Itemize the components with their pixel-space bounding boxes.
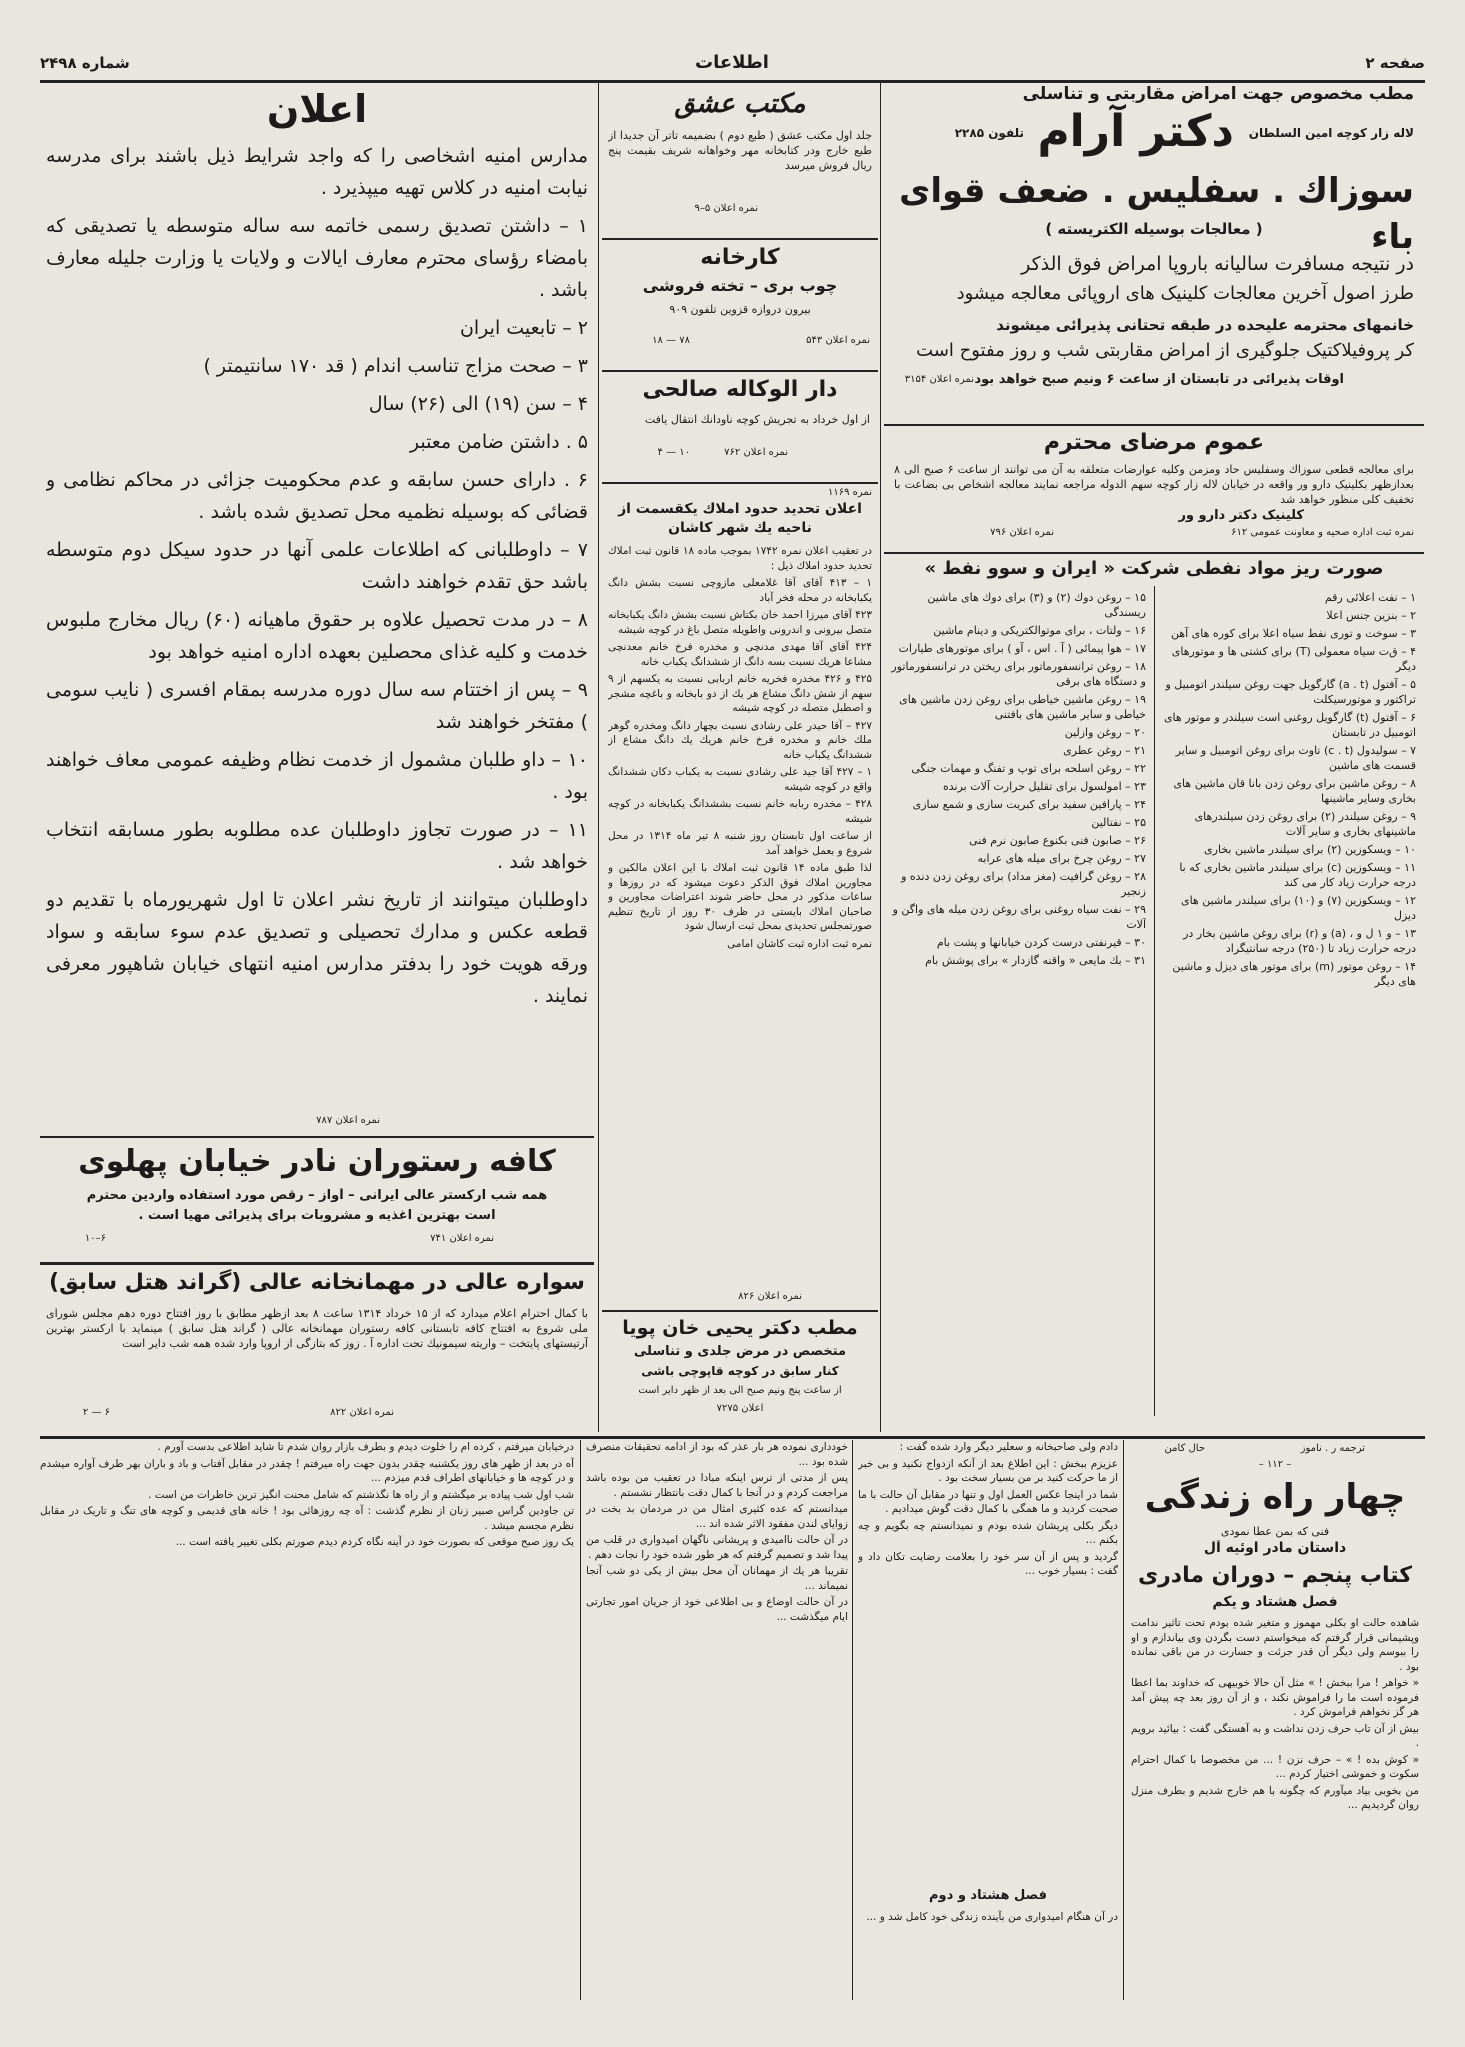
serial-c1-para-1: شاهده حالت او بکلی مهموز و متغیر شده بودم تحت تاثیر ندامت وپشیمانی قرار گرفتم که میخواستم دست بگردن وی بیاندازم و او را ببوسم ولی دیگر آن قدر جرئت و جسارت در من باقی نمانده بود . — [1131, 1617, 1419, 1673]
aram-body-4: کر پروفیلاکتیک جلوگیری از امراض مقاربتی شب و روز مفتوح است — [916, 340, 1414, 361]
tahdid-line-6: ۴۲۷ – آقا حیدر علی رشادی نسبت بچهار دانگ ومخدره گوهر ملك خانم و مخدره فرخ خانم هریك یك دانگ مشاع از ششدانگ یکباب خانه — [608, 719, 872, 761]
rule-maktab — [602, 238, 878, 240]
oil-title: صورت ریز مواد نفطی شرکت « ایران و سوو نفط » — [924, 558, 1384, 579]
serial-c3-para-5: تقریبا هر یك از مهمانان آن محل بیش از یکی دو شب آنجا نمیماند ... — [586, 1565, 848, 1592]
serial-rule-3 — [580, 1440, 581, 2000]
serial-book: کتاب پنجم – دوران مادری — [1137, 1563, 1413, 1588]
rule-patients — [884, 552, 1424, 554]
tahdid-line-2: ۱ – ۴۱۳ آقای آقا غلامعلی مازوچی نسبت بشش دانگ یکبابخانه در محله فخر آباد — [608, 577, 872, 604]
serial-col-4 — [40, 1440, 574, 2000]
patients-footer: نمره ثبت اداره صحیه و معاونت عمومی ۶۱۲ — [1231, 527, 1414, 538]
doctor-aram-ad — [884, 84, 1424, 424]
patients-clinic: کلینیک دکتر دارو ور — [1178, 508, 1304, 523]
tahdid-title: اعلان تحدید حدود املاك یکقسمت از ناحیه یك شهر کاشان — [618, 501, 862, 536]
serial-c4-para-3: شب اول شب پیاده بر میگشتم و از راه ها نگذشتم که شامل محنت انگیز ترین خاطرات من است . — [148, 1488, 574, 1501]
rule-elan — [40, 1136, 594, 1138]
karkhaneh-ad-no: نمره اعلان ۵۴۳ — [806, 335, 870, 346]
oil-item-b-15: ۲۹ – نفت سیاه روغنی برای روغن زدن میله های واگن و آلات — [892, 903, 1146, 931]
elan-para-13: داوطلبان میتوانند از تاریخ نشر اعلان تا اول شهریورماه با تقدیم دو قطعه عکس و مدارك تحصیلی و تصدیق عدم سوء سابقه و سواد ورقه هویت خود را بدفتر مدارس امنیه انتهای خیابان شاهپور معرفی نمایند . — [46, 889, 588, 1007]
elan-para-9: ۸ – در مدت تحصیل علاوه بر حقوق ماهیانه (۶۰) ریال مخارج ملبوس خدمت و کلیه غذای محصلین بعهده اداره امنیه خواهد بود — [46, 609, 588, 663]
header-rule — [40, 80, 1425, 83]
rule-aram — [884, 424, 1424, 426]
serial-c1-para-5: من بخوبی بیاد میآورم که چگونه با هم خارج شدیم و بطرف منزل روان گردیدیم ... — [1131, 1784, 1419, 1811]
aram-body-1: در نتیجه مسافرت سالیانه باروپا امراض فوق الذکر — [1021, 253, 1414, 275]
tahdid-line-4: ۴۲۴ آقای آقا مهدی مدنچی و مخدره فرخ خانم معدنچی مشاعا هریك نسبت بسه دانگ از ششدانگ یکباب خانه — [608, 641, 872, 668]
karkhaneh-title: کارخانه — [700, 245, 780, 270]
serial-c2-para-3: شما در اینجا عکس العمل اول و تنها در مقابل آن حالت با ما صحبت کردید و ما همگی با کمال دقت گوش میدادیم . — [858, 1488, 1118, 1515]
aram-address: لاله زار کوچه امین السلطان — [1248, 126, 1414, 140]
savareh-code: ۶ — ۲ — [82, 1407, 110, 1418]
serial-subtitle-1: فنی که بمن عطا نمودی — [1220, 1525, 1330, 1538]
serial-c4-para-5: یک روز صبح موقعی که بصورت خود در آینه نگاه کردم دیدم صورتم بکلی تغییر یافته است ... — [175, 1536, 574, 1548]
rule-vekaleh — [602, 482, 878, 484]
page-header — [40, 52, 1425, 78]
cafe-ad — [40, 1140, 594, 1256]
serial-c3-para-4: در آن حالت ناامیدی و پریشانی ناگهان امیدواری در قلب من پیدا شد و تصمیم گرفتم که هر طور شده خود را نجات دهم . — [586, 1534, 848, 1561]
issue-label: شماره ۲۴۹۸ — [40, 54, 130, 72]
serial-chapter: فصل هشتاد و یکم — [1212, 1594, 1338, 1610]
oil-item-b-17: ۳۱ – بك مایعی « واقنه گازدار » برای پوشش بام — [925, 954, 1146, 967]
oil-item-b-5: ۱۹ – روغن ماشین خیاطی برای روغن زدن ماشین های خیاطی و سایر ماشین های بافتنی — [899, 693, 1146, 721]
elan-para-3: ۲ – تابعیت ایران — [459, 317, 588, 339]
oil-item-b-6: ۲۰ – روغن وازلین — [1064, 726, 1146, 739]
serial-c1-para-4: « کوش بده ! » – حرف نزن ! ... من مخصوصا با کمال احترام سکوت و خموشی اختیار کردم ... — [1131, 1753, 1419, 1780]
karkhaneh-body: بیرون دروازه قزوین تلفون ۹۰۹ — [669, 303, 811, 316]
oil-item-b-14: ۲۸ – روغن گرافیت (مغز مداد) برای روغن زدن دنده و زنجیر — [901, 870, 1146, 898]
cafe-ad-no: نمره اعلان ۷۴۱ — [430, 1233, 494, 1244]
aram-body-3: خانمهای محترمه علیحده در طبقه تحتانی پذیرائی میشوند — [996, 316, 1414, 334]
serial-title: چهار راه زندگی — [1144, 1477, 1406, 1517]
tahdid-line-11: نمره ثبت اداره ثبت کاشان امامی — [727, 937, 872, 950]
oil-item-3: ۳ – سوخت و توری نفط سیاه اعلا برای کوره های آهن — [1170, 627, 1416, 640]
oil-col-2 — [888, 590, 1146, 1420]
aram-body-2: طرز اصول آخرین معالجات کلینیک های اروپائی معالجه میشود — [956, 283, 1414, 304]
maktab-ad-no: نمره اعلان ۵–۹ — [694, 203, 758, 214]
savareh-ad — [40, 1266, 594, 1426]
pouya-title: مطب دکتر یحیی خان پویا — [622, 1317, 858, 1339]
elan-title: اعلان — [266, 87, 368, 131]
serial-c1-para-3: بیش از آن تاب حرف زدن نداشت و به آهستگی گفت : بیائید برویم . — [1131, 1722, 1419, 1749]
serial-col-2 — [858, 1440, 1118, 1880]
oil-item-10: ۱۰ – ویسکوزین (۲) برای سیلندر ماشین بخاری — [1204, 843, 1416, 856]
elan-para-10: ۹ – پس از اختتام سه سال دوره مدرسه بمقام افسری ( نایب سومی ) مفتخر خواهند شد — [46, 679, 588, 733]
aram-diseases: سوزاك . سفلیس . ضعف قوای باء — [899, 171, 1414, 257]
savareh-title: سواره عالی در مهمانخانه عالی (گراند هتل سابق) — [49, 1270, 585, 1295]
tahdid-line-3: ۴۲۳ آقای میرزا احمد خان بکتاش نسبت بشش دانگ یکبابخانه متصل بیرونی و اندرونی واطویله متصل باغ در کوچه شیشه — [608, 609, 872, 636]
serial-col-2-last: در آن هنگام امیدواری من بآینده زندگی خود کامل شد و ... — [866, 1911, 1118, 1923]
aram-treatment: ( معالجات بوسیله الکتریسته ) — [1045, 220, 1263, 238]
vekaleh-code: ۱۰ — ۴ — [657, 447, 690, 458]
oil-col-1 — [1161, 590, 1416, 1420]
tahdid-line-8: ۴۲۸ – مخدره ربابه خانم نسبت بششدانگ یکبابخانه در کوچه شیشه — [608, 798, 872, 825]
tahdid-line-9: از ساعت اول تابستان روز شنبه ۸ تیر ماه ۱۳۱۴ در محل شروع و بعمل خواهد آمد — [608, 830, 872, 857]
serial-col-3 — [586, 1440, 848, 2000]
elan-para-12: ۱۱ – در صورت تجاوز داوطلبان عده مطلوبه بطور مسابقه انتخاب خواهد شد . — [46, 819, 588, 873]
oil-item-4: ۴ – ق‌ت سیاه معمولی (T) برای کشتی ها و موتورهای دیگر — [1171, 645, 1416, 673]
serial-c2-para-4: دیگر بکلی پریشان شده بودم و نمیدانستم چه بگویم و چه بکنم ... — [858, 1519, 1118, 1546]
serial-rule-2 — [852, 1440, 853, 2000]
serial-c3-para-6: در آن حالت اوضاع و بی اطلاعی خود از جریان امور تجارتی ایام میگذشت ... — [586, 1596, 848, 1623]
elan-para-2: ۱ – داشتن تصدیق رسمی خاتمه سه ساله متوسطه یا تصدیقی که بامضاء رؤسای محترم معارف ایالات و ولایات یا وزارت جلیله معارف باشد . — [46, 215, 588, 301]
serial-translator: ترجمه ر . ناموز — [1300, 1443, 1365, 1454]
maktab-body: جلد اول مکتب عشق ( طبع دوم ) بضمیمه تاتر آن جدیدا از طبع خارج ودر کتابخانه مهر وخواهانه شریف بقیمت پنج ریال فروش میرسد — [608, 129, 872, 172]
patients-ad — [884, 428, 1424, 548]
serial-c4-para-2: آه در بعد از ظهر های روز یکشنبه چقدر بدون جهت راه میرفتم ! چقدر در مقابل آفتاب و باد و باران بهر طرف آواره میشدم و در کوچه ها و خیابانهای اطراف قدم میزدم ... — [40, 1457, 574, 1484]
oil-ad — [884, 556, 1424, 1426]
aram-name: دکتر آرام — [1037, 106, 1234, 157]
serial-c1-para-2: « خواهر ! مرا ببخش ! » مثل آن حالا خوبیهی که خداوند بما اعطا فرموده است ما را فراموش نکند ، و از آن روز بعد چه پیش آمد هر گز نخواهم فراموش کرد . — [1131, 1677, 1419, 1718]
maktab-title: مکتب عشق — [674, 89, 806, 119]
maktab-ad — [602, 84, 878, 234]
oil-item-5: ۵ – آفتول (a . t) گارگویل جهت روغن سیلندر اتومبیل و تراکتور و موتورسیکلت — [1165, 678, 1416, 706]
oil-item-2: ۲ – بنزین جنس اعلا — [1326, 609, 1416, 622]
oil-item-b-16: ۳۰ – قیرنفتی درست کردن خیابانها و پشت بام — [936, 936, 1146, 949]
oil-item-11: ۱۱ – ویسکوزین (c) برای سیلندر ماشین بخاری که با درجه حرارت زیاد کار می کند — [1179, 861, 1416, 889]
col-rule-1 — [880, 82, 881, 1432]
serial-c4-para-1: درخیابان میرفتم ، کرده ام را خلوت دیدم و بطرف بازار روان شدم تا شاید اطلاعی بدست آورم . — [157, 1441, 574, 1453]
tahdid-ref: نمره ۱۱۶۹ — [828, 487, 872, 498]
oil-item-1: ۱ – نفت اعلائی رقم — [1324, 591, 1416, 604]
oil-col-rule — [1154, 586, 1155, 1416]
rule-tahdid — [602, 1310, 878, 1312]
pouya-subtitle: متخصص در مرض جلدی و تناسلی — [633, 1344, 847, 1359]
rule-karkhaneh — [602, 370, 878, 372]
aram-top-line: مطب مخصوص جهت امراض مقاربتی و تناسلی — [1022, 84, 1414, 104]
oil-item-13: ۱۳ – و ۱ ل و ، (a) و (r) برای روغن ماشین بخار در درجه حرارت زیاد تا (۲۵۰) درجه سانتیگراد — [1183, 927, 1416, 955]
serial-c2-para-5: گردید و پس از آن سر خود را بعلامت رضایت تکان داد و گفت : بسیار خوب ... — [858, 1550, 1118, 1577]
serial-col-2-cont — [858, 1910, 1118, 2000]
oil-item-b-13: ۲۷ – روغن چرخ برای میله های عرابه — [977, 852, 1146, 865]
rule-serial-top — [40, 1436, 1425, 1439]
vekaleh-ad-no: نمره اعلان ۷۶۲ — [724, 447, 788, 458]
serial-chapter-2: فصل هشتاد و دوم — [929, 1888, 1047, 1903]
aram-ad-no: نمره اعلان ۳۱۵۴ — [904, 374, 974, 385]
vekaleh-title: دار الوکاله صالحی — [642, 377, 838, 402]
tahdid-line-10: لذا طبق ماده ۱۴ قانون ثبت املاك با این اعلان مالکین و مجاورین املاك فوق الذکر دعوت میشود که در روزها و ساعات مذکور در محل حاضر شوند اعتراضات مجاورین و صاحبان املاك بایستی در ظرف ۳۰ روز از تاریخ تنظیم صورتمجلس تحدیدی بمحل ثبت ارسال شود — [608, 862, 872, 932]
elan-para-1: مدارس امنیه اشخاصی را که واجد شرایط ذیل باشند برای مدرسه نیابت امنیه در کلاس تهیه میپذیرد . — [46, 145, 588, 199]
pouya-address: کنار سابق در کوچه قاپوچی باشی — [641, 1364, 839, 1378]
karkhaneh-ad — [602, 242, 878, 366]
col-rule-2 — [598, 82, 599, 1432]
elan-ad-no: نمره اعلان ۷۸۷ — [316, 1115, 380, 1126]
serial-c4-para-4: تن جاودین گراس صبیر زنان از نظرم گذشت : آه چه روزهائی بود ! خانه های قدیمی و کوچه های تنگ و تاریک در مقابل نظرم مجسم میشد . — [40, 1505, 574, 1532]
tahdid-ad — [602, 486, 878, 1308]
elan-para-4: ۳ – صحت مزاج تناسب اندام ( قد ۱۷۰ سانتیمتر ) — [203, 355, 588, 377]
serial-c3-para-2: پس از مدتی از ترس اینکه مبادا در تعقیب من بوده باشد مراجعت کردم و در آنجا با کمال دقت بانتظار نشستم . — [586, 1472, 848, 1499]
serial-episode: – ۱۱۲ – — [1258, 1459, 1292, 1470]
karkhaneh-subtitle: چوب بری – تخته فروشی — [642, 276, 838, 295]
tahdid-body — [608, 544, 872, 1284]
elan-para-6: ۵ . داشتن ضامن معتبر — [409, 431, 588, 453]
oil-item-b-12: ۲۶ – صابون فنی بکنوع صابون نرم فنی — [969, 834, 1146, 847]
serial-subtitle-2: داستان مادر اوئیه آل — [1203, 1540, 1347, 1556]
vekaleh-ad — [602, 374, 878, 478]
serial-col-1 — [1125, 1440, 1425, 2000]
serial-c2-para-1: دادم ولی صاحبخانه و سعلیر دیگر وارد شده گفت : — [899, 1441, 1118, 1453]
cafe-line-2: است بهترین اغذیه و مشروبات برای پذیرائی مهیا است . — [138, 1208, 496, 1223]
patients-title: عموم مرضای محترم — [1043, 430, 1265, 455]
serial-c3-para-1: خودداری نموده هر بار عذر که بود از ادامه تحقیقات منصرف شده بود ... — [586, 1441, 848, 1468]
oil-item-7: ۷ – سولیدول (c . t) تاوت برای روغن اتومبیل و سایر قسمت های ماشین — [1175, 744, 1416, 772]
elan-para-11: ۱۰ – داو طلبان مشمول از خدمت نظام وظیفه عمومی معاف خواهند بود . — [46, 749, 588, 803]
patients-ad-no: نمره اعلان ۷۹۶ — [990, 527, 1054, 538]
oil-item-b-2: ۱۶ – ولتات ، برای موتوالکتریکی و دینام ماشین — [933, 624, 1146, 637]
page-label: صفحه ۲ — [1365, 54, 1425, 72]
serial-c3-para-3: میدانستم که عده کثیری امثال من در مردمان بد بخت در زوایای لندن مفقود الاثر شده اند ... — [586, 1503, 848, 1530]
oil-item-b-8: ۲۲ – روغن اسلحه برای توپ و تفنگ و مهمات جنگی — [911, 762, 1146, 775]
vekaleh-body: از اول خرداد به تجریش کوچه ناودانك انتقال یافت — [644, 413, 870, 426]
oil-item-14: ۱۴ – روغن موتور (m) برای موتور های دیزل و ماشین های دیگر — [1172, 960, 1416, 988]
cafe-line-1: همه شب ارکستر عالی ایرانی – آواز – رقص مورد استفاده واردین محترم — [86, 1188, 548, 1203]
aram-phone: تلفون ۲۲۸۵ — [954, 126, 1024, 140]
tahdid-line-7: ۱ – ۴۲۷ آقا جید علی رشادی نسبت به یکباب دکان ششدانگ واقع در کوچه شیشه — [608, 766, 872, 793]
savareh-body: با کمال احترام اعلام میدارد که از ۱۵ خرداد ۱۳۱۴ ساعت ۸ بعد ازظهر مطابق با روز افتتاح دوره دهم مجلس شورای ملی شروع به افتتاح کافه تابستانی کافه رستوران مهمانخانه عالی ( گراند هتل سابق ) مینماید با ارکستر بهترین آرتیستهای پایتخت – واریته سیمونیك تحت اداره آ . زوز که بتازگی از اروپا وارد شده همه شب دایر است — [46, 1307, 588, 1350]
tahdid-ad-no: نمره اعلان ۸۲۶ — [738, 1291, 802, 1302]
serial-col-1-text — [1131, 1616, 1419, 1996]
elan-ad — [40, 84, 594, 1134]
oil-item-6: ۶ – آفتول (t) گارگویل روغنی است سیلندر و موتور های اتومبیل در تابستان — [1163, 711, 1416, 739]
rule-cafe — [40, 1262, 594, 1265]
aram-hours: اوقات پذیرائی در تابستان از ساعت ۶ ونیم صبح خواهد بود — [974, 372, 1344, 387]
tahdid-line-5: ۴۲۵ و ۴۲۶ مخدره فخریه خانم اربابی نسبت به یکسهم از ۹ سهم از شش دانگ مشاع هر یك از دو بابخانه و باغچه مشجر و اصطبل متصله در کوچه شیشه — [608, 673, 872, 714]
oil-item-b-11: ۲۵ – نفتالین — [1091, 816, 1146, 829]
oil-item-b-1: ۱۵ – روغن دوك (۲) و (۳) برای دوك های ماشین ریسندگی — [927, 591, 1146, 619]
savareh-ad-no: نمره اعلان ۸۲۲ — [330, 1407, 394, 1418]
oil-item-9: ۹ – روغن سیلندر (۲) برای روغن زدن سیلندرهای ماشینهای بخاری و سایر آلات — [1194, 810, 1416, 838]
paper-name: اطلاعات — [695, 52, 769, 73]
oil-item-8: ۸ – روغن ماشین برای روغن زدن بانا قان ماشین های بخاری وسایر ماشینها — [1173, 777, 1416, 805]
oil-item-b-3: ۱۷ – هوا پیمائی ( آ . اس ، آو ) برای موتورهای طیارات — [898, 642, 1146, 655]
serial-story — [40, 1440, 1425, 2000]
serial-c2-para-2: عزیزم ببخش : این اطلاع بعد از آنکه ازدواج نکنید و بی خبر از ما حرکت کنید بر من بسیار سخت بود . — [858, 1457, 1118, 1484]
elan-para-7: ۶ . دارای حسن سابقه و عدم محکومیت جزائی در محاکم نظامی و قضائی که بوسیله نظمیه محل تصدیق شده باشد . — [46, 469, 588, 523]
pouya-hours: از ساعت پنج ونیم صبح الی بعد از ظهر دایر است — [638, 1385, 842, 1396]
oil-item-b-10: ۲۴ – پارافین سفید برای کبریت سازی و شمع سازی — [912, 798, 1146, 811]
karkhaneh-code: ۷۸ — ۱۸ — [652, 335, 690, 346]
oil-item-b-9: ۲۳ – امولسول برای تقلیل حرارت آلات برنده — [943, 780, 1146, 793]
pouya-ad-no: اعلان ۷۲۷۵ — [716, 1403, 764, 1414]
patients-body: برای معالجه قطعی سوزاك وسفلیس حاد ومزمن وکلیه عوارضات متعلقه به آن می توانند از ساعت ۶ صبح الی ۸ بعدازظهر بکلینیک دارو ور واقعه در خیابان لاله زار کوچه سهم الدوله مراجعه نمایند معالجه اشخاص بی بضاعت با تخفیف کلی منظور خواهد شد — [894, 463, 1414, 506]
oil-item-12: ۱۲ – ویسکوزین (۷) و (۱۰) برای سیلندر ماشین های دیزل — [1180, 894, 1416, 922]
elan-para-5: ۴ – سن (۱۹) الی (۲۶) سال — [368, 393, 588, 415]
elan-body — [46, 140, 588, 1120]
serial-rule-1 — [1123, 1440, 1124, 2000]
tahdid-line-1: در تعقیب اعلان نمره ۱۷۴۲ بموجب ماده ۱۸ قانون ثبت املاك تحدید حدود املاك ذیل : — [608, 545, 872, 572]
oil-item-b-7: ۲۱ – روغن عطری — [1063, 744, 1146, 757]
cafe-title: کافه رستوران نادر خیابان پهلوی — [78, 1144, 556, 1179]
serial-author: حال کامن — [1164, 1443, 1205, 1454]
oil-item-b-4: ۱۸ – روغن ترانسفورماتور برای ریختن در ترانسفورماتور و دستگاه های برقی — [891, 660, 1146, 688]
khan-pouya-ad — [602, 1314, 878, 1432]
elan-para-8: ۷ – داوطلبانی که اطلاعات علمی آنها در حدود سیکل دوم متوسطه باشد حق تقدم خواهند داشت — [46, 539, 588, 593]
cafe-code: ۶–۱۰ — [84, 1233, 106, 1244]
